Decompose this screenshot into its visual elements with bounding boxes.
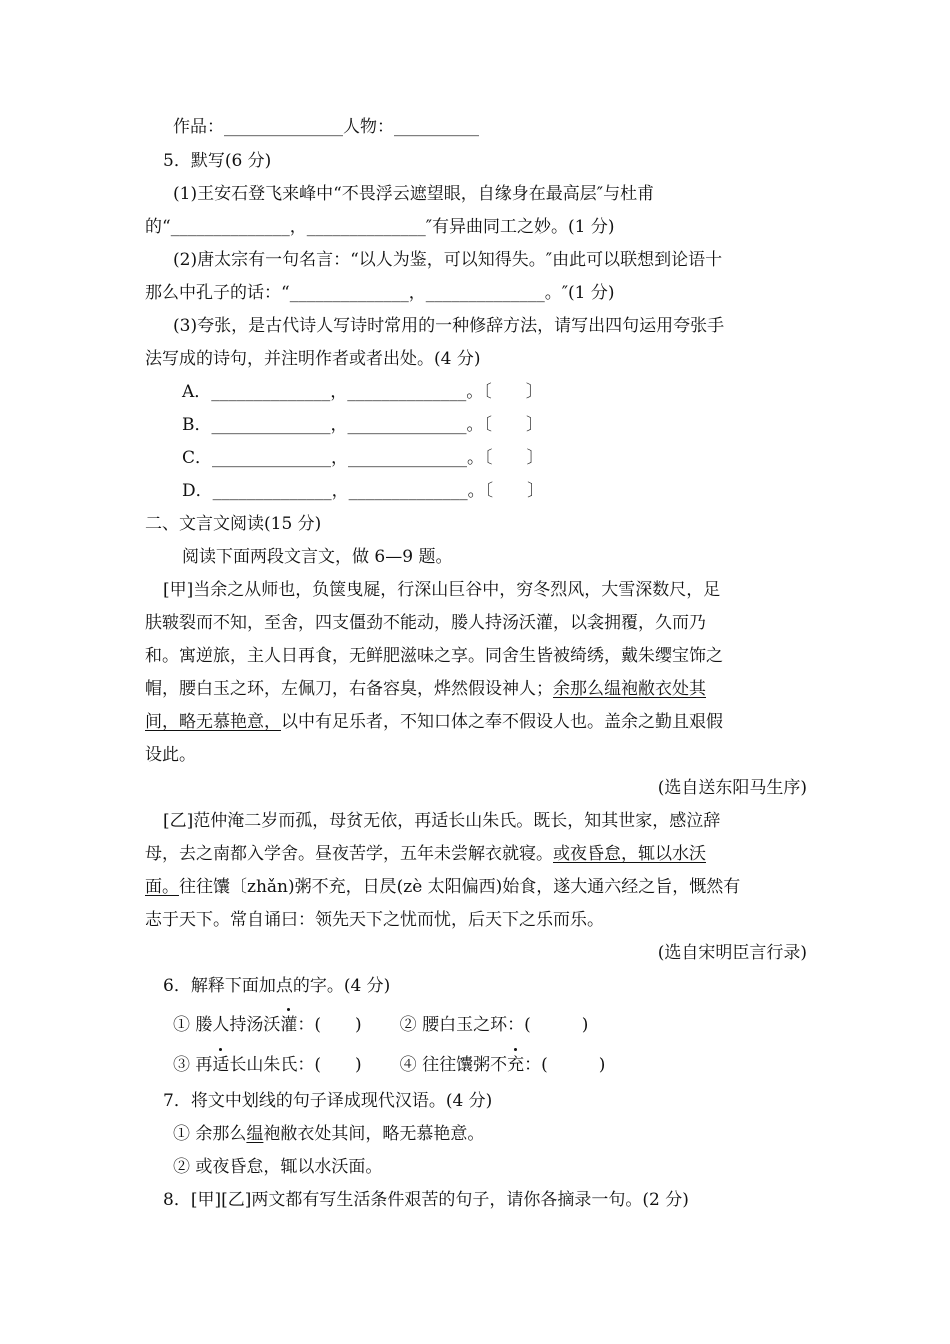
text: (2)唐太宗有一句名言：“以人为鉴，可以知得失。″由此可以联想到论语十 bbox=[173, 250, 723, 270]
line-q5-1a bbox=[173, 183, 838, 205]
line-q5-2a bbox=[173, 249, 838, 271]
line-answer-c bbox=[182, 447, 847, 469]
line-passage-a-1 bbox=[163, 579, 828, 601]
line-q6-heading bbox=[163, 975, 828, 997]
text: 法写成的诗句，并注明作者或者出处。(4 分) bbox=[145, 349, 481, 369]
text: (1)王安石登飞来峰中“不畏浮云遮望眼，自缘身在最高层″与杜甫 bbox=[173, 184, 655, 204]
text: [乙]范仲淹二岁而孤，母贫无依，再适长山朱氏。既长，知其世家，感泣辞 bbox=[163, 811, 721, 831]
text: ④ 往往馕粥不 bbox=[399, 1055, 508, 1075]
text: 设此。 bbox=[145, 745, 196, 765]
text: 袍敝衣处其间，略无慕艳意。 bbox=[263, 1124, 485, 1144]
line-answer-b bbox=[182, 414, 847, 436]
text: 6．解释下面加点的字。(4 分) bbox=[163, 976, 391, 996]
text: 那么中孔子的话：“______________，______________。″(1 分) bbox=[145, 283, 615, 303]
text: 5．默写(6 分) bbox=[163, 151, 272, 171]
text: (选自宋明臣言行录) bbox=[657, 943, 807, 963]
text: 母，去之南都入学舍。昼夜苦学，五年未尝解衣就寝。 bbox=[145, 844, 553, 864]
text: 往往馕〔zhǎn)粥不充，日昃(zè 太阳偏西)始食，遂大通六经之旨，慨然有 bbox=[179, 877, 741, 897]
line-passage-a-4 bbox=[145, 678, 810, 700]
text: 肤皲裂而不知，至舍，四支僵劲不能动，媵人持汤沃灌，以衾拥覆，久而乃 bbox=[145, 613, 706, 633]
line-work-character bbox=[173, 116, 838, 138]
text: ② 或夜昏怠，辄以水沃面。 bbox=[173, 1157, 383, 1177]
text: 以中有足乐者，不知口体之奉不假设人也。盖余之勤且艰假 bbox=[281, 712, 723, 732]
text: B．______________，______________。〔 〕 bbox=[182, 415, 543, 435]
line-passage-b-4 bbox=[145, 909, 810, 931]
line-section-2-heading bbox=[145, 513, 810, 535]
text: 阅读下面两段文言文，做 6—9 题。 bbox=[182, 547, 453, 567]
line-q5-heading bbox=[163, 150, 828, 172]
text: 的“______________，______________″有异曲同工之妙。(1 分) bbox=[145, 217, 615, 237]
line-passage-b-2 bbox=[145, 843, 810, 865]
dotted-char: 适 bbox=[212, 1055, 230, 1075]
line-q6-items-1 bbox=[173, 1014, 838, 1036]
line-reading-instruction bbox=[182, 546, 847, 568]
line-q5-3a bbox=[173, 315, 838, 337]
text: D．______________，______________。〔 〕 bbox=[182, 481, 545, 501]
text: ① 余那么 bbox=[173, 1124, 247, 1144]
text: C．______________，______________。〔 〕 bbox=[182, 448, 544, 468]
line-q5-1b bbox=[145, 216, 810, 238]
text: ③ 再 bbox=[173, 1055, 213, 1075]
text: 白玉之环：( ) bbox=[439, 1015, 589, 1035]
text: A．______________，______________。〔 〕 bbox=[182, 382, 543, 402]
line-passage-a-6 bbox=[145, 744, 810, 766]
line-passage-b-3 bbox=[145, 876, 810, 898]
text: (3)夸张，是古代诗人写诗时常用的一种修辞方法，请写出四句运用夸张手 bbox=[173, 316, 725, 336]
line-q8-heading bbox=[163, 1189, 828, 1211]
dotted-char: 灌 bbox=[280, 1015, 298, 1035]
text: 长山朱氏：( ) bbox=[229, 1055, 362, 1075]
underlined-sentence: 余那么缊袍敝衣处其 bbox=[553, 679, 706, 699]
text: ：( ) bbox=[297, 1015, 362, 1035]
text: 帽，腰白玉之环，左佩刀，右备容臭，烨然假设神人； bbox=[145, 679, 553, 699]
text: 8．[甲][乙]两文都有写生活条件艰苦的句子，请你各摘录一句。(2 分) bbox=[163, 1190, 689, 1210]
source-citation-b bbox=[145, 942, 807, 964]
underlined-sentence: 面。 bbox=[145, 877, 179, 897]
underlined-char: 缊 bbox=[246, 1124, 264, 1144]
line-q5-2b bbox=[145, 282, 810, 304]
line-answer-a bbox=[182, 381, 847, 403]
text: [甲]当余之从师也，负箧曳屣，行深山巨谷中，穷冬烈风，大雪深数尺，足 bbox=[163, 580, 721, 600]
text: (选自送东阳马生序) bbox=[657, 778, 807, 798]
text: 和。寓逆旅，主人日再食，无鲜肥滋味之享。同舍生皆被绮绣，戴朱缨宝饰之 bbox=[145, 646, 723, 666]
line-q5-3b bbox=[145, 348, 810, 370]
text: 志于天下。常自诵曰：领先天下之忧而忧，后天下之乐而乐。 bbox=[145, 910, 604, 930]
text: ① 媵人持汤沃 bbox=[173, 1015, 281, 1035]
line-q6-items-2 bbox=[173, 1054, 838, 1076]
line-q7-heading bbox=[163, 1090, 828, 1112]
text: 7．将文中划线的句子译成现代汉语。(4 分) bbox=[163, 1091, 493, 1111]
line-passage-b-1 bbox=[163, 810, 828, 832]
line-q7-item-2 bbox=[173, 1156, 838, 1178]
text: ② 腰 bbox=[399, 1015, 440, 1035]
line-q7-item-1 bbox=[173, 1123, 838, 1145]
underlined-sentence: 或夜昏怠，辄以水沃 bbox=[553, 844, 706, 864]
source-citation-a bbox=[145, 777, 807, 799]
text: 二、文言文阅读(15 分) bbox=[145, 514, 322, 534]
line-answer-d bbox=[182, 480, 847, 502]
line-passage-a-5 bbox=[145, 711, 810, 733]
text: 作品：______________人物：__________ bbox=[173, 117, 479, 137]
dotted-char: 充 bbox=[507, 1055, 525, 1075]
text: ：( ) bbox=[524, 1055, 606, 1075]
underlined-sentence: 间，略无慕艳意， bbox=[145, 712, 281, 732]
line-passage-a-2 bbox=[145, 612, 810, 634]
line-passage-a-3 bbox=[145, 645, 810, 667]
